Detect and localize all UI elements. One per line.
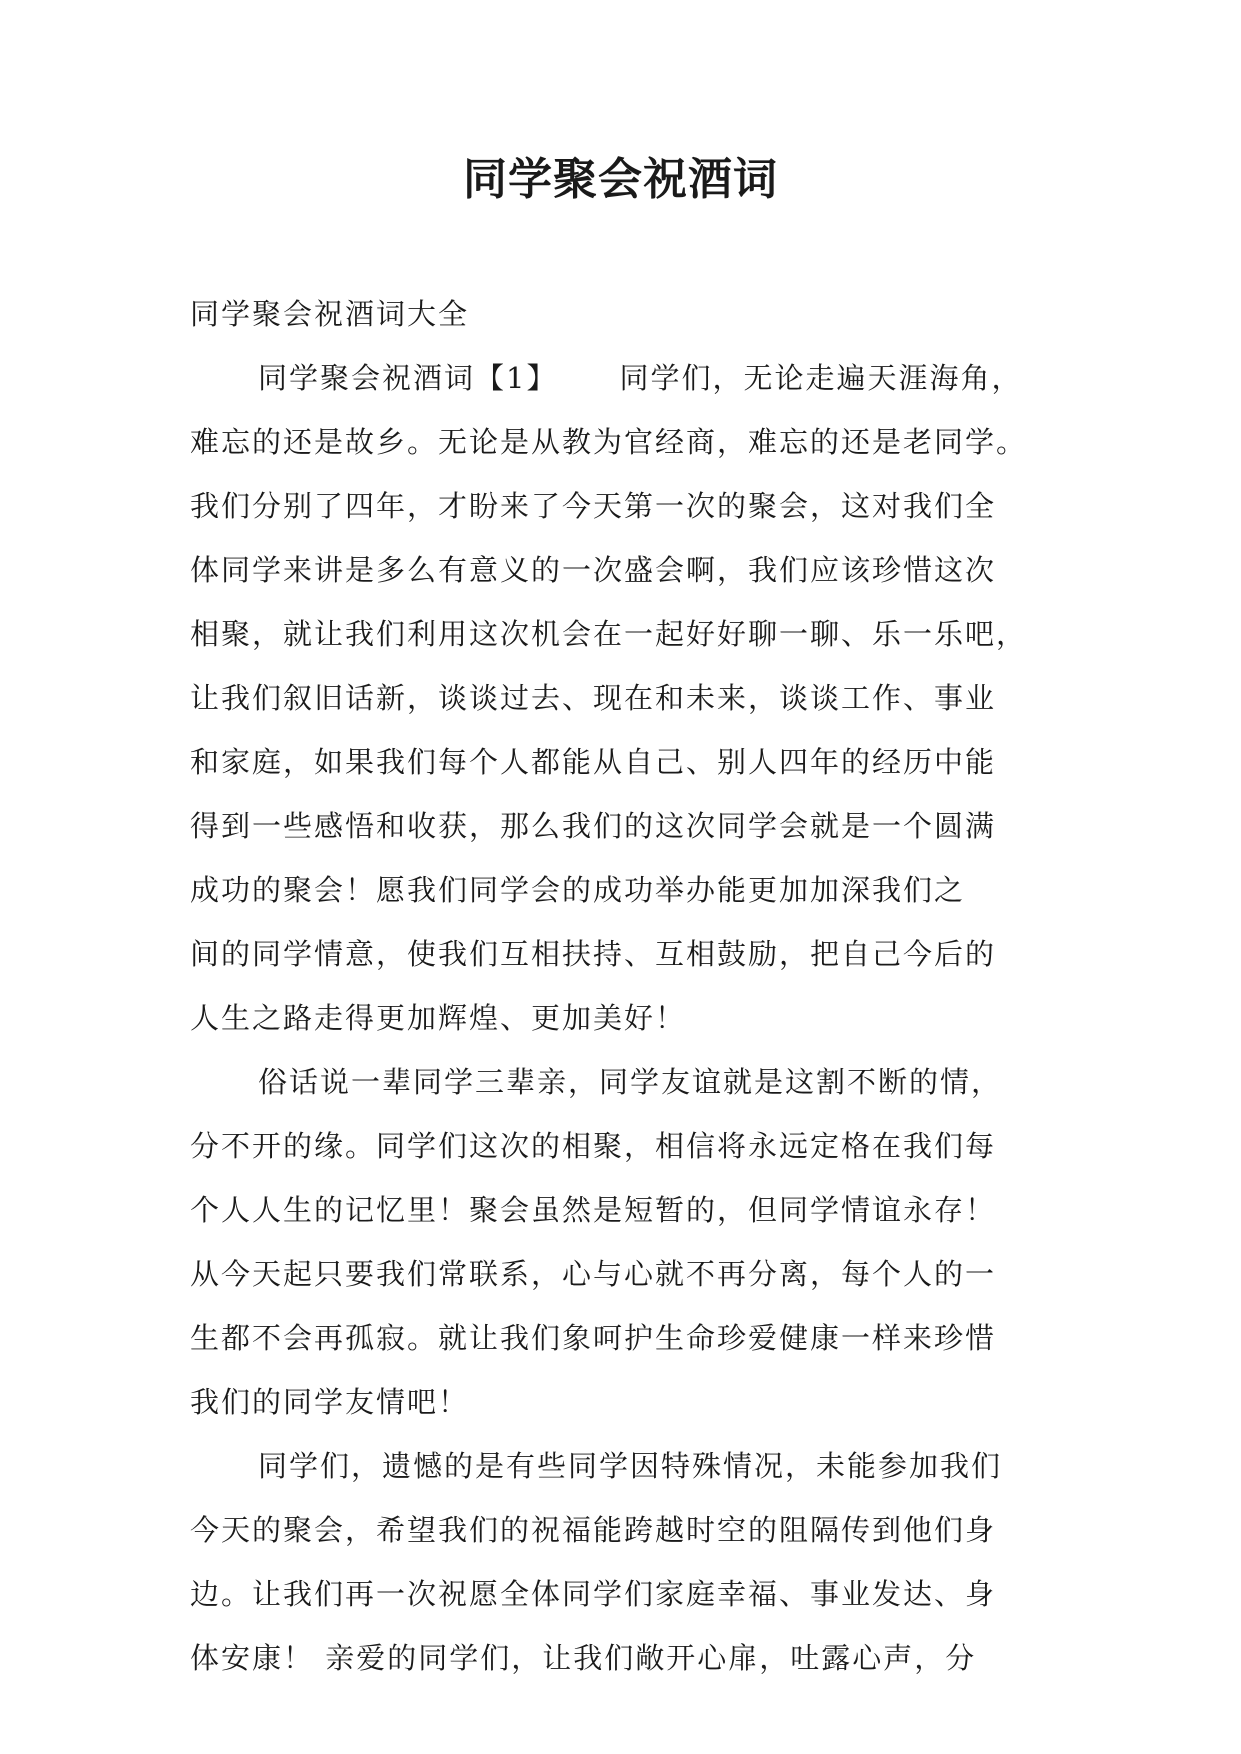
paragraph-line: 间的同学情意，使我们互相扶持、互相鼓励，把自己今后的 [190,937,997,971]
paragraph-line: 让我们叙旧话新，谈谈过去、现在和未来，谈谈工作、事业 [190,681,997,715]
paragraph-line [190,346,1050,410]
paragraph-line: 相聚，就让我们利用这次机会在一起好好聊一聊、乐一乐吧， [190,617,1028,651]
paragraph-line: 边。让我们再一次祝愿全体同学们家庭幸福、事业发达、身 [190,1577,997,1611]
paragraph-line: 体安康！ 亲爱的同学们，让我们敞开心扉，吐露心声，分 [190,1641,977,1675]
document-subtitle: 同学聚会祝酒词大全 [190,297,470,331]
paragraph-line: 生都不会再孤寂。就让我们象呵护生命珍爱健康一样来珍惜 [190,1321,997,1355]
paragraph-line: 俗话说一辈同学三辈亲，同学友谊就是这割不断的情， [258,1065,1003,1099]
paragraph-line: 分不开的缘。同学们这次的相聚，相信将永远定格在我们每 [190,1129,997,1163]
section-heading: 同学聚会祝酒词【1】 [258,361,558,395]
paragraph-line: 难忘的还是故乡。无论是从教为官经商，难忘的还是老同学。 [190,425,1028,459]
paragraph-line: 同学们，遗憾的是有些同学因特殊情况，未能参加我们 [258,1449,1003,1483]
paragraph-line: 和家庭，如果我们每个人都能从自己、别人四年的经历中能 [190,745,997,779]
paragraph-line: 成功的聚会！愿我们同学会的成功举办能更加加深我们之 [190,873,966,907]
paragraph-line: 我们分别了四年，才盼来了今天第一次的聚会，这对我们全 [190,489,997,523]
paragraph-line: 今天的聚会，希望我们的祝福能跨越时空的阻隔传到他们身 [190,1513,997,1547]
paragraph-line: 从今天起只要我们常联系，心与心就不再分离，每个人的一 [190,1257,997,1291]
line-text: 同学们，无论走遍天涯海角， [619,361,1023,395]
document-title: 同学聚会祝酒词 [463,154,778,205]
document-body [190,282,1050,1690]
paragraph-line: 人生之路走得更加辉煌、更加美好！ [190,1001,687,1035]
paragraph-2 [190,1050,1050,1434]
paragraph-line: 个人人生的记忆里！聚会虽然是短暂的，但同学情谊永存！ [190,1193,997,1227]
paragraph-line: 我们的同学友情吧！ [190,1385,470,1419]
paragraph-1 [190,346,1050,1050]
paragraph-line: 得到一些感悟和收获，那么我们的这次同学会就是一个圆满 [190,809,997,843]
paragraph-line: 体同学来讲是多么有意义的一次盛会啊，我们应该珍惜这次 [190,553,997,587]
paragraph-3 [190,1434,1050,1690]
